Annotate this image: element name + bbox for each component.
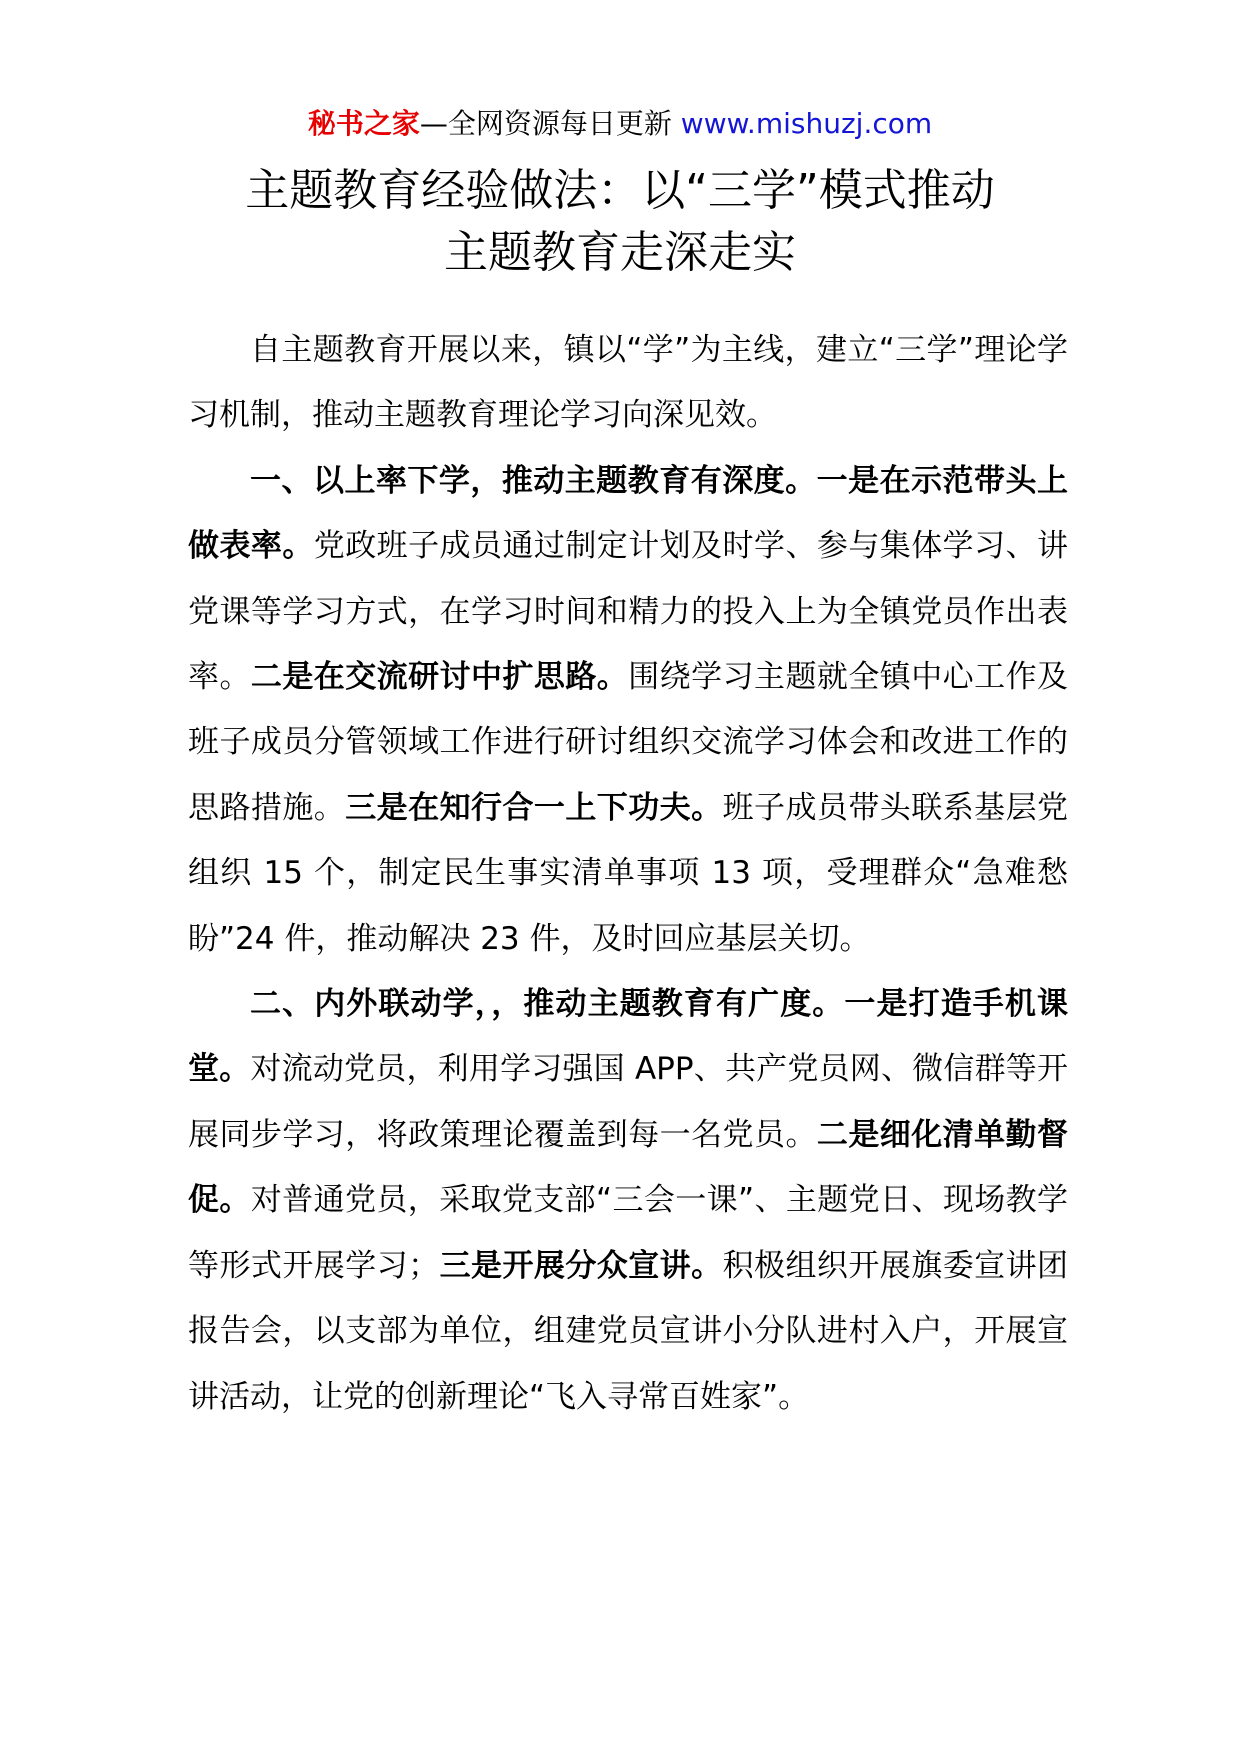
section-2-point-3-text: 积极组织开展旗委宣讲团报告会，以支部为单位，组建党员宣讲小分队进村入户，开展宣讲活动，让党的创新理论“飞入寻常百姓家”。 — [188, 1247, 1069, 1415]
section-1-point-3-title: 三是在知行合一上下功夫。 — [345, 789, 723, 826]
site-header — [0, 104, 1240, 144]
section-2-point-2-title: 二是细化清单勤督促。 — [188, 1116, 1069, 1219]
section-1-point-1-title: 一是在示范带头上做表率。 — [188, 462, 1068, 565]
document-title — [150, 160, 1090, 284]
section-2-paragraph — [188, 972, 1068, 1430]
section-1-point-1-text: 党政班子成员通过制定计划及时学、参与集体学习、讲党课等学习方式，在学习时间和精力的投入上为全镇党员作出表率。 — [188, 528, 1069, 696]
title-line-1: 主题教育经验做法：以“三学”模式推动 — [245, 165, 995, 216]
section-2-point-3-title: 三是开展分众宣讲。 — [439, 1247, 723, 1284]
section-2-point-1-title: 一是打造手机课堂。 — [188, 986, 1069, 1088]
section-2-point-2-text: 对普通党员，采取党支部“三会一课”、主题党日、现场教学等形式开展学习； — [188, 1182, 1068, 1284]
section-1-paragraph — [188, 449, 1068, 972]
section-1-point-2-title: 二是在交流研讨中扩思路。 — [250, 659, 629, 696]
section-1-point-3-text: 班子成员带头联系基层党组织 15 个，制定民生事实清单事项 13 项，受理群众“急难愁盼”24 件，推动解决 23 件，及时回应基层关切。 — [188, 789, 1069, 957]
section-2-heading: 二、内外联动学，，推动主题教育有广度。 — [250, 986, 845, 1023]
section-1-point-2-text: 围绕学习主题就全镇中心工作及班子成员分管领域工作进行研讨组织交流学习体会和改进工作的思路措施。 — [188, 659, 1069, 826]
brand-name: 秘书之家 — [307, 107, 420, 140]
site-url-link[interactable]: www.mishuzj.com — [680, 107, 933, 140]
site-tagline: —全网资源每日更新 — [419, 107, 672, 140]
intro-paragraph: 自主题教育开展以来，镇以“学”为主线，建立“三学”理论学习机制，推动主题教育理论学习向深见效。 — [188, 332, 1068, 434]
section-1-heading: 一、以上率下学，推动主题教育有深度。 — [250, 462, 817, 499]
title-line-2: 主题教育走深走实 — [444, 227, 796, 278]
section-2-point-1-text: 对流动党员，利用学习强国 APP、共产党员网、微信群等开展同步学习，将政策理论覆盖到每一名党员。 — [188, 1051, 1069, 1153]
document-body — [188, 318, 1068, 1430]
